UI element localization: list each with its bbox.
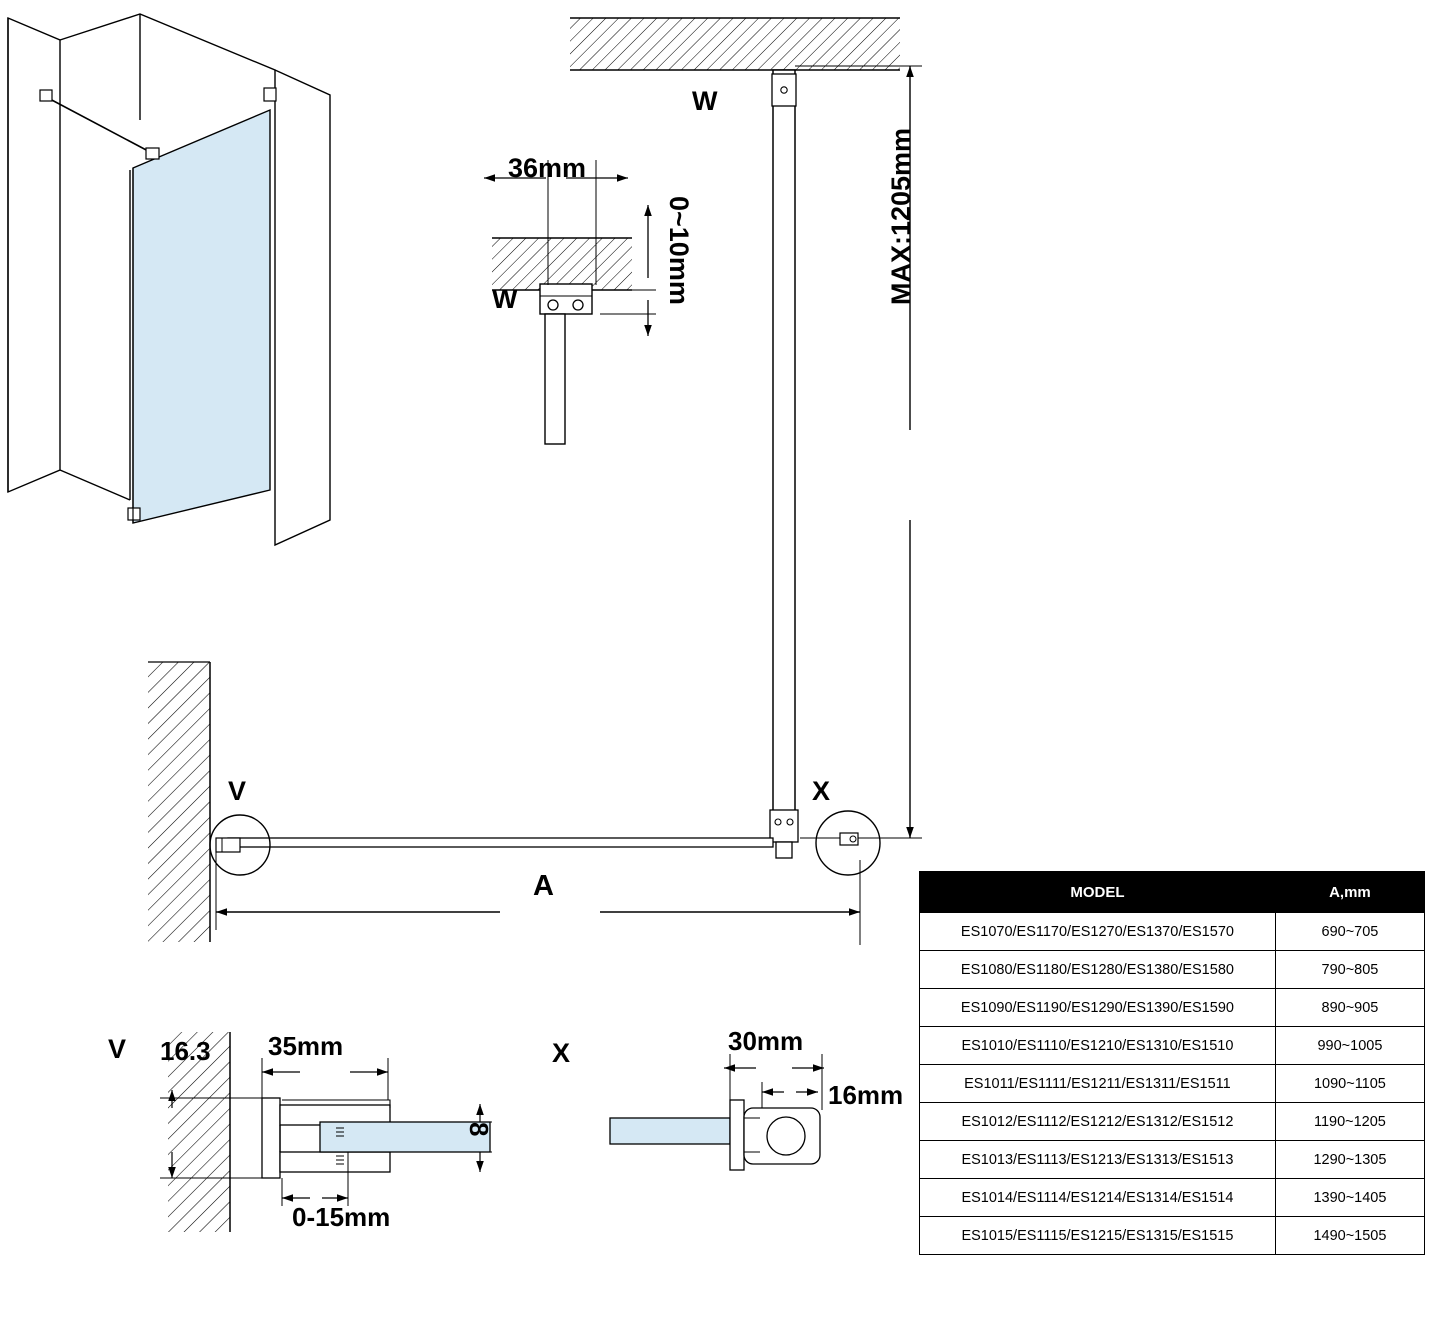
cell-a-mm: 1190~1205 <box>1275 1103 1424 1141</box>
table-body <box>920 913 1425 1255</box>
table-row <box>920 1065 1425 1103</box>
table-row <box>920 1141 1425 1179</box>
callout-label-v-detail: V <box>108 1034 127 1064</box>
cell-model: ES1015/ES1115/ES1215/ES1315/ES1515 <box>920 1217 1276 1255</box>
cell-model: ES1010/ES1110/ES1210/ES1310/ES1510 <box>920 1027 1276 1065</box>
cell-a-mm: 1290~1305 <box>1275 1141 1424 1179</box>
table-row <box>920 989 1425 1027</box>
column-header-model: MODEL <box>920 872 1276 913</box>
callout-label-w-top: W <box>692 86 718 116</box>
model-dimension-table <box>919 871 1425 1255</box>
cell-a-mm: 1090~1105 <box>1275 1065 1424 1103</box>
dim-label-a: A <box>533 870 554 902</box>
column-header-a-mm: A,mm <box>1275 872 1424 913</box>
dim-label-35mm: 35mm <box>268 1031 344 1061</box>
dim-label-30mm: 30mm <box>728 1026 804 1056</box>
dim-label-16-3: 16.3 <box>160 1036 211 1066</box>
cell-a-mm: 1390~1405 <box>1275 1179 1424 1217</box>
cell-a-mm: 690~705 <box>1275 913 1424 951</box>
cell-model: ES1014/ES1114/ES1214/ES1314/ES1514 <box>920 1179 1276 1217</box>
cell-model: ES1011/ES1111/ES1211/ES1311/ES1511 <box>920 1065 1276 1103</box>
callout-label-w-detail: W <box>492 284 518 314</box>
dim-label-8: 8 <box>464 1122 494 1137</box>
table-row <box>920 1179 1425 1217</box>
dim-label-max-height: MAX:1205mm <box>886 127 916 305</box>
cell-model: ES1080/ES1180/ES1280/ES1380/ES1580 <box>920 951 1276 989</box>
cell-a-mm: 1490~1505 <box>1275 1217 1424 1255</box>
callout-label-v-top: V <box>228 776 247 806</box>
table-row <box>920 951 1425 989</box>
cell-model: ES1090/ES1190/ES1290/ES1390/ES1590 <box>920 989 1276 1027</box>
dim-label-0-10mm: 0~10mm <box>664 196 694 305</box>
table-row <box>920 1103 1425 1141</box>
table-row <box>920 913 1425 951</box>
dim-label-36mm: 36mm <box>508 153 587 183</box>
callout-label-x-detail: X <box>552 1038 571 1068</box>
dim-label-0-15mm: 0-15mm <box>292 1202 391 1232</box>
cell-model: ES1012/ES1112/ES1212/ES1312/ES1512 <box>920 1103 1276 1141</box>
table-header-row <box>920 872 1425 913</box>
cell-a-mm: 890~905 <box>1275 989 1424 1027</box>
cell-model: ES1013/ES1113/ES1213/ES1313/ES1513 <box>920 1141 1276 1179</box>
table-row <box>920 1027 1425 1065</box>
table-row <box>920 1217 1425 1255</box>
dim-label-16mm: 16mm <box>828 1080 904 1110</box>
cell-model: ES1070/ES1170/ES1270/ES1370/ES1570 <box>920 913 1276 951</box>
cell-a-mm: 990~1005 <box>1275 1027 1424 1065</box>
callout-label-x-top: X <box>812 776 831 806</box>
cell-a-mm: 790~805 <box>1275 951 1424 989</box>
